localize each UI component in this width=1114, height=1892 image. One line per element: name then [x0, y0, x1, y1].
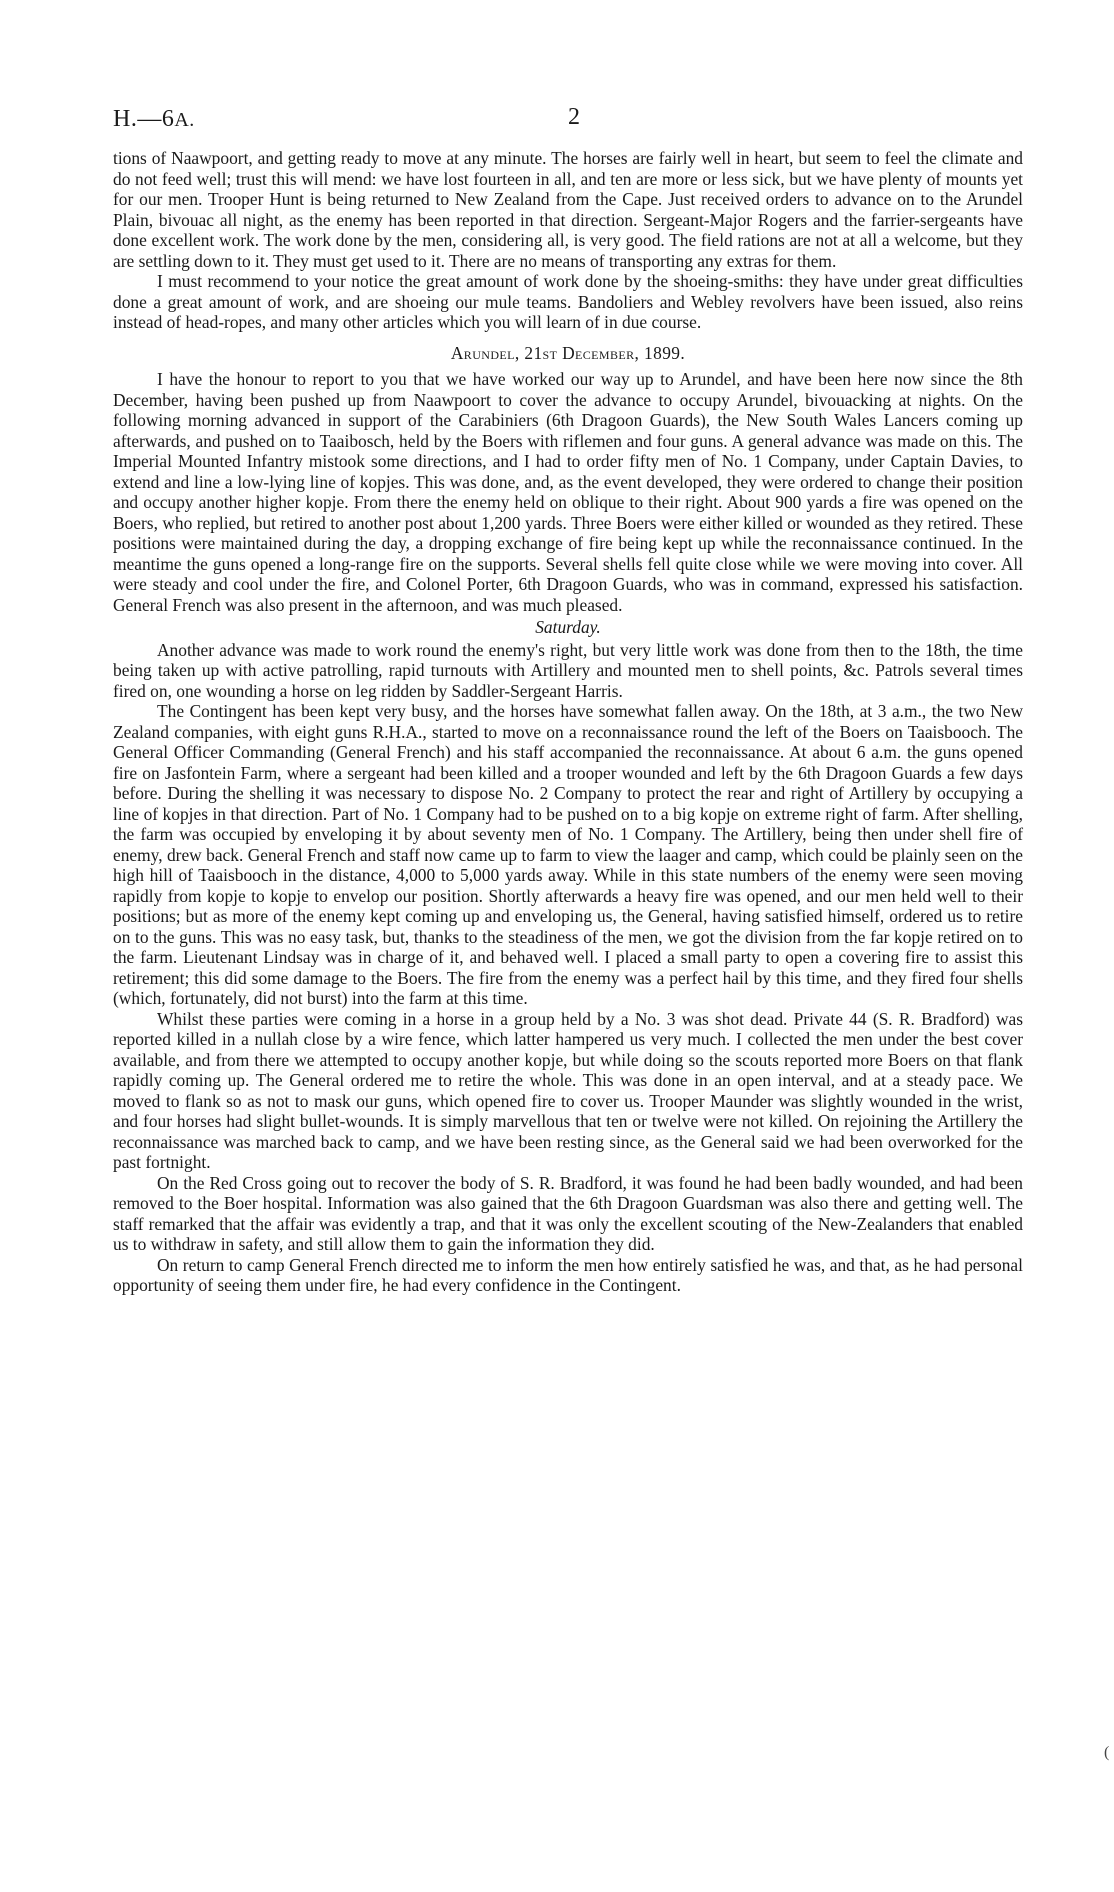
page-header	[113, 100, 1023, 140]
body-text	[113, 148, 1023, 1296]
paragraph-arundel-report: I have the honour to report to you that we have worked our way up to Arundel, and have been here now since the 8th December, having been pushed up from Naawpoort to cover the advance to occupy Arundel, bivouacking at nights. On the following morning advanced in support of the Carabiniers (6th Dragoon Guards), the New South Wales Lancers coming up afterwards, and pushed on to Taaibosch, held by the Boers with riflemen and four guns. A general advance was made on this. The Imperial Mounted Infantry mistook some directions, and I had to order fifty men of No. 1 Company, under Captain Davies, to extend and line a low-lying line of kopjes. This was done, and, as the event developed, they were ordered to change their position and occupy another higher kopje. From there the enemy held on oblique to their right. About 900 yards a fire was opened on the Boers, who replied, but retired to another post about 1,200 yards. Three Boers were either killed or wounded as they retired. These positions were maintained during the day, a dropping exchange of fire being kept up while the reconnaissance continued. In the meantime the guns opened a long-range fire on the supports. Several shells fell quite close while we were moving into cover. All were steady and cool under the fire, and Colonel Porter, 6th Dragoon Guards, who was in command, expressed his satisfaction. General French was also present in the afternoon, and was much pleased.	[113, 369, 1023, 615]
section-heading: Arundel, 21st December, 1899.	[450, 342, 686, 363]
paragraph-reconnaissance: The Contingent has been kept very busy, and the horses have somewhat fallen away. On the 18th, at 3 a.m., the two New Zealand companies, with eight guns R.H.A., started to move on a reconnaissance round the left of the Boers on Taaisbooch. The General Officer Commanding (General French) and his staff accompanied the reconnaissance. At about 6 a.m. the guns opened fire on Jasfontein Farm, where a sergeant had been killed and a trooper wounded and left by the 6th Dragoon Guards a few days before. During the shelling it was necessary to dispose No. 2 Company to protect the rear and right of Artillery by occupying a line of kopjes in that direction. Part of No. 1 Company had to be pushed on to a big kopje on extreme right of farm. After shelling, the farm was occupied by enveloping it by about seventy men of No. 1 Company. The Artillery, being then under shell fire of enemy, drew back. General French and staff now came up to farm to view the laager and camp, which could be plainly seen on the high hill of Taaisbooch in the distance, 4,000 to 5,000 yards away. While in this state numbers of the enemy were seen moving rapidly from kopje to kopje to envelop our position. Shortly afterwards a heavy fire was opened, and our men held well to their positions; but as more of the enemy kept coming up and enveloping us, the General, having satisfied himself, ordered us to retire on to the guns. This was no easy task, but, thanks to the steadiness of the men, we got the division from the far kopje retired on to the farm. Lieutenant Lindsay was in charge of it, and behaved well. I placed a small party to open a covering fire to assist this retirement; this did some damage to the Boers. The fire from the enemy was a perfect hail by this time, and they fired four shells (which, fortunately, did not burst) into the farm at this time.	[113, 701, 1023, 1008]
page-number: 2	[568, 104, 580, 130]
document-reference-suffix: A.	[174, 109, 195, 131]
margin-mark: (	[1104, 1744, 1110, 1761]
paragraph-red-cross: On the Red Cross going out to recover the body of S. R. Bradford, it was found he had been badly wounded, and had been removed to the Boer hospital. Information was also gained that the 6th Dragoon Guardsman was also there and getting well. The staff remarked that the affair was evidently a trap, and that it was only the excellent scouting of the New-Zealanders that enabled us to withdraw in safety, and still allow them to gain the information they did.	[113, 1172, 1023, 1254]
document-reference-main: H.—6	[113, 106, 175, 132]
paragraph-advance: Another advance was made to work round the enemy's right, but very little work was done from then to the 18th, the time being taken up with active patrolling, rapid turnouts with Artillery and mounted men to shell points, &c. Patrols several times fired on, one wounding a horse on leg ridden by Saddler-Sergeant Harris.	[113, 639, 1023, 701]
document-page	[113, 100, 1023, 1296]
document-reference	[113, 106, 195, 133]
paragraph-shoeing-smiths: I must recommend to your notice the great amount of work done by the shoeing-smiths: they have under great difficulties done a great amount of work, and are shoeing our mule teams. Bandoliers and Webley revolvers have been issued, also reins instead of head-ropes, and many other articles which you will learn of in due course.	[113, 271, 1023, 332]
paragraph-continuation: tions of Naawpoort, and getting ready to move at any minute. The horses are fairly well in heart, but seem to feel the climate and do not feed well; trust this will mend: we have lost fourteen in all, and ten are more or less sick, but we have plenty of mounts yet for our men. Trooper Hunt is being returned to New Zealand from the Cape. Just received orders to advance on to the Arundel Plain, bivouac all night, as the enemy has been reported in that direction. Sergeant-Major Rogers and the farrier-sergeants have done excellent work. The work done by the men, considering all, is very good. The field rations are not at all a welcome, but they are settling down to it. They must get used to it. There are no means of transporting any extras for them.	[113, 148, 1023, 271]
paragraph-retirement: Whilst these parties were coming in a horse in a group held by a No. 3 was shot dead. Private 44 (S. R. Bradford) was reported killed in a nullah close by a wire fence, which latter hampered us very much. I collected the men under the best cover available, and from there we attempted to occupy another kopje, but while doing so the scouts reported more Boers on that flank rapidly coming up. The General ordered me to retire the whole. This was done in an open interval, and at a steady pace. We moved to flank so as not to mask our guns, which opened fire to cover us. Trooper Maunder was slightly wounded in the wrist, and four horses had slight bullet-wounds. It is simply marvellous that ten or twelve were not killed. On rejoining the Artillery the reconnaissance was marched back to camp, and we have been resting since, as the General said we had been overworked for the past fortnight.	[113, 1008, 1023, 1172]
subheading-saturday: Saturday.	[535, 617, 601, 637]
paragraph-general-french: On return to camp General French directed me to inform the men how entirely satisfied he was, and that, as he had personal opportunity of seeing them under fire, he had every confidence in the Contingent.	[113, 1254, 1023, 1295]
